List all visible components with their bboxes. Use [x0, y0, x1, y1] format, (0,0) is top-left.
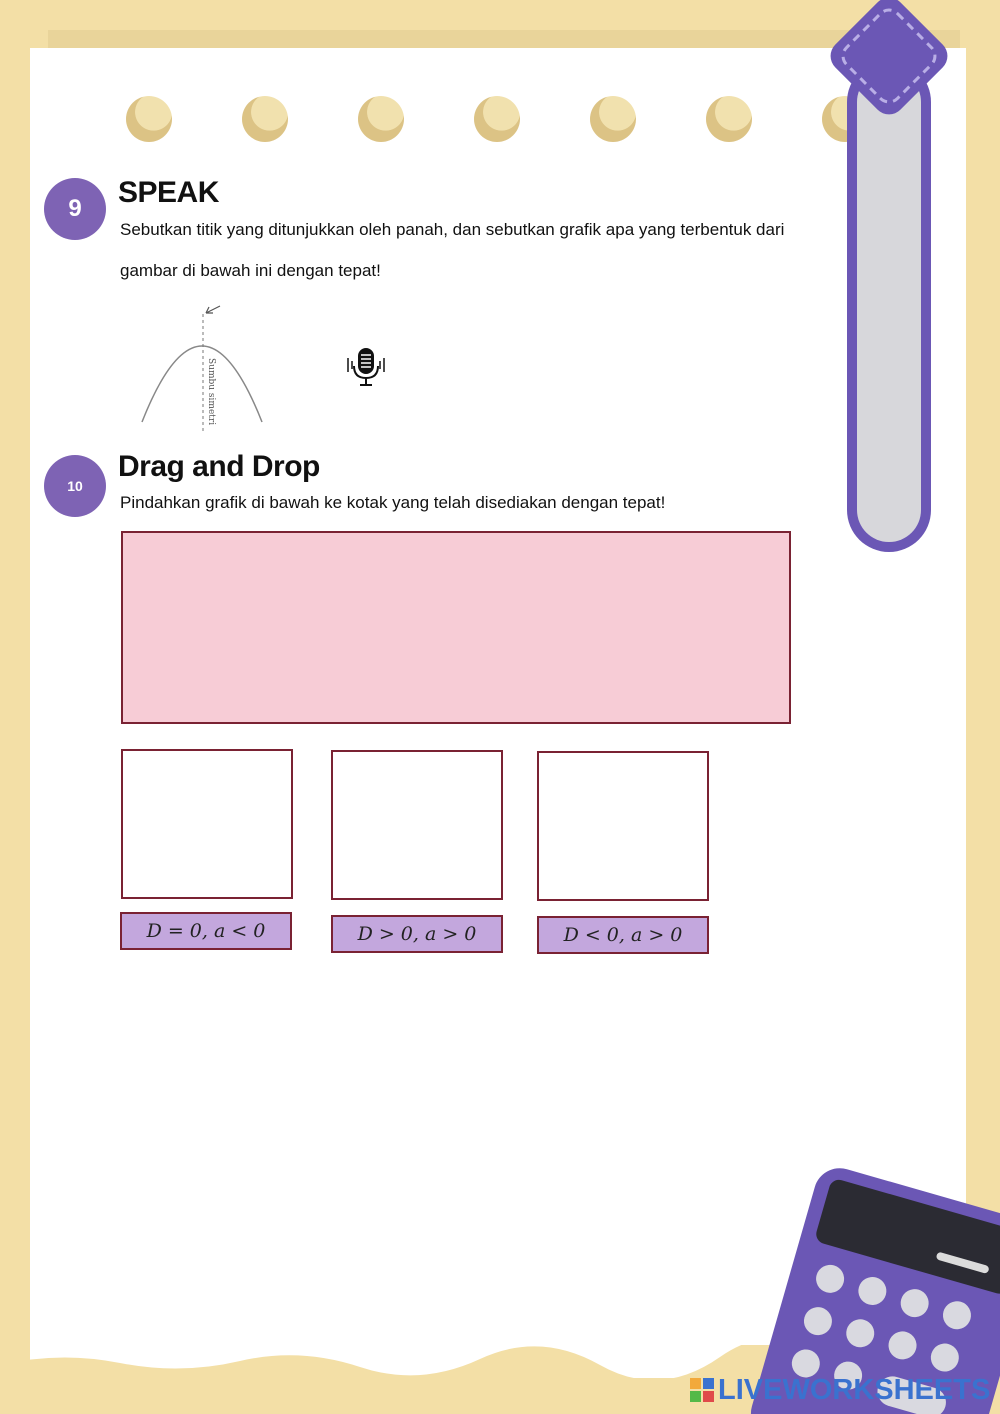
binder-hole	[126, 96, 172, 142]
section-title-speak: SPEAK	[118, 176, 219, 209]
instruction-text: gambar di bawah ini dengan tepat!	[120, 261, 381, 280]
binder-hole	[706, 96, 752, 142]
microphone-icon[interactable]	[344, 346, 388, 388]
question-number-badge: 10	[44, 455, 106, 517]
drop-target-card-3[interactable]	[537, 751, 709, 901]
section-title-drag-drop: Drag and Drop	[118, 450, 320, 483]
drop-target-card-1[interactable]	[121, 749, 293, 899]
instruction-text: Sebutkan titik yang ditunjukkan oleh panah, dan sebutkan grafik apa yang terbentuk dari	[120, 220, 785, 239]
brand-logo-icon	[690, 1378, 714, 1402]
condition-label-3: D < 0, a > 0	[537, 916, 709, 954]
instruction-text: Pindahkan grafik di bawah ke kotak yang telah disediakan dengan tepat!	[120, 493, 666, 512]
bookmark-clip-decoration	[815, 0, 965, 560]
question-number-badge: 9	[44, 178, 106, 240]
binder-hole	[474, 96, 520, 142]
parabola-graph	[132, 300, 272, 434]
binder-hole	[242, 96, 288, 142]
binder-hole	[358, 96, 404, 142]
condition-label-1: D = 0, a < 0	[120, 912, 292, 950]
condition-label-2: D > 0, a > 0	[331, 915, 503, 953]
brand-name: LIVEWORKSHEETS	[718, 1373, 991, 1406]
symmetry-axis-label: Sumbu simetri	[206, 358, 216, 426]
drop-target-card-2[interactable]	[331, 750, 503, 900]
drop-zone-box[interactable]	[121, 531, 791, 724]
binder-hole	[590, 96, 636, 142]
brand-logo	[690, 1373, 990, 1407]
